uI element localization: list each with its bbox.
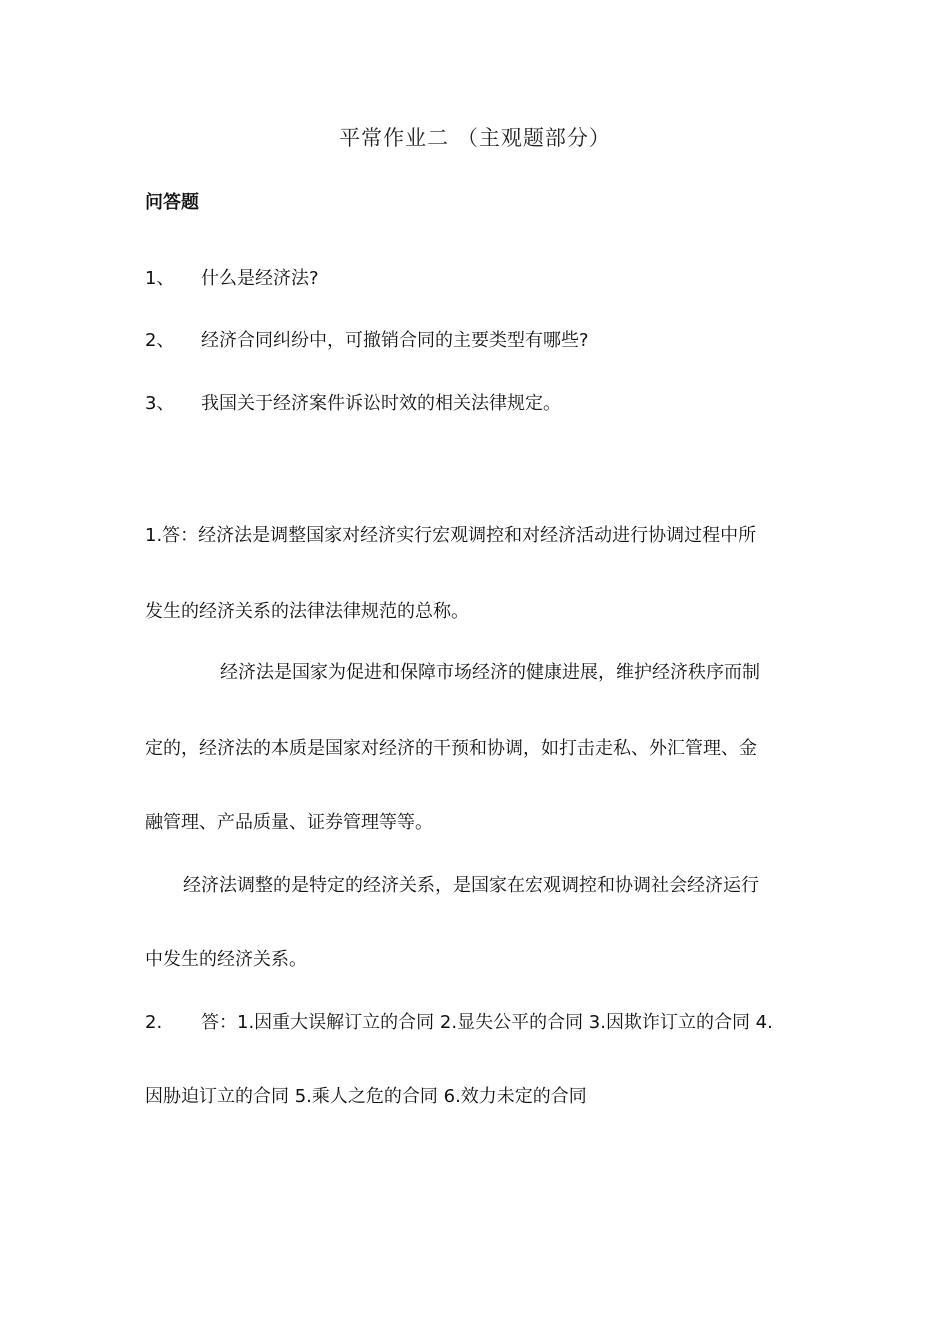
document-title: 平常作业二 （主观题部分） [339, 126, 611, 150]
question-number: 3、 [145, 393, 175, 414]
answer-1-line: 1.答：经济法是调整国家对经济实行宏观调控和对经济活动进行协调过程中所 [145, 525, 757, 546]
question-item [145, 264, 319, 290]
answer-number: 2. [145, 1012, 163, 1033]
question-number: 2、 [145, 330, 175, 351]
question-text: 我国关于经济案件诉讼时效的相关法律规定。 [201, 393, 561, 414]
answer-1-line: 经济法调整的是特定的经济关系，是国家在宏观调控和协调社会经济运行 [183, 875, 759, 896]
answer-2-text: 答：1.因重大误解订立的合同 2.显失公平的合同 3.因欺诈订立的合同 4. [201, 1012, 773, 1033]
question-text: 什么是经济法? [201, 268, 319, 289]
answer-1-line: 定的，经济法的本质是国家对经济的干预和协调，如打击走私、外汇管理、金 [145, 738, 757, 759]
answer-1-line: 融管理、产品质量、证券管理等等。 [145, 812, 433, 833]
question-item [145, 326, 589, 352]
section-heading: 问答题 [145, 192, 199, 213]
answer-2-line [145, 1008, 773, 1034]
answer-1-line: 发生的经济关系的法律法律规范的总称。 [145, 601, 469, 622]
question-item [145, 389, 561, 415]
answer-1-line: 经济法是国家为促进和保障市场经济的健康进展，维护经济秩序而制 [220, 662, 760, 683]
answer-2-line: 因胁迫订立的合同 5.乘人之危的合同 6.效力未定的合同 [145, 1086, 587, 1107]
answer-1-line: 中发生的经济关系。 [145, 949, 307, 970]
question-number: 1、 [145, 268, 175, 289]
question-text: 经济合同纠纷中，可撤销合同的主要类型有哪些? [201, 330, 589, 351]
